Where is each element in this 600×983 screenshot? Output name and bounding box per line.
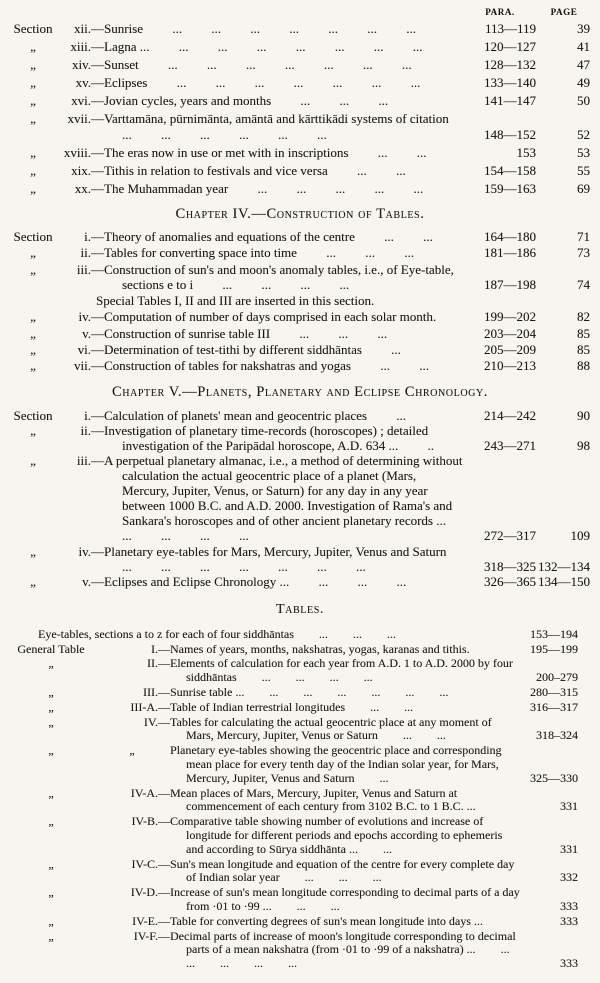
toc-row bbox=[8, 57, 592, 73]
table-row bbox=[8, 886, 592, 914]
section-number: iv.— bbox=[78, 543, 104, 559]
page-number: 74 bbox=[577, 276, 590, 292]
para-range: 113—119 bbox=[484, 21, 536, 36]
page-number: 85 bbox=[577, 342, 590, 358]
entry-title: Sun's mean longitude and equation of the centre for every complete day of Indian solar year bbox=[170, 856, 515, 885]
note-line: Special Tables I, II and III are inserted in this section. bbox=[96, 293, 375, 309]
page-number: 39 bbox=[577, 21, 590, 36]
section-number: i.— bbox=[84, 229, 104, 244]
page-range: 318–324 bbox=[536, 728, 578, 743]
entry-title: Jovian cycles, years and months bbox=[104, 93, 272, 108]
toc-row bbox=[8, 408, 592, 423]
toc-row bbox=[8, 309, 592, 324]
leader-dots: ... ... ... ... bbox=[122, 528, 249, 544]
entry-title: The eras now in use or met with in inscriptions bbox=[104, 145, 349, 160]
page-range: 325—330 bbox=[530, 770, 578, 785]
entry-title: Lagna ... bbox=[104, 39, 150, 54]
para-range: 153 bbox=[516, 145, 536, 160]
table-number: II.— bbox=[147, 656, 170, 671]
leader-dots: ... ... ... ... ... bbox=[228, 181, 424, 196]
ditto-mark: „ bbox=[48, 856, 54, 871]
leader-dots: ... ... ... ... ... ... ... bbox=[147, 75, 421, 90]
table-number: IV-B.— bbox=[131, 814, 170, 829]
entry-title: Elements of calculation for each year from A.D. 1 to A.D. 2000 by four siddhāntas bbox=[170, 656, 513, 685]
section-label: Section bbox=[13, 229, 53, 244]
chapter4-section-list bbox=[8, 229, 592, 374]
section-number: v.— bbox=[82, 325, 104, 341]
para-range: 128—132 bbox=[484, 57, 536, 72]
leader-dots: ... ... ... ... ... bbox=[186, 942, 510, 971]
table-number: IV-A.— bbox=[130, 785, 170, 800]
table-number: IV.— bbox=[143, 714, 170, 729]
page-number: 52 bbox=[577, 127, 590, 142]
ditto-mark: „ bbox=[30, 261, 36, 277]
entry-title: Decimal parts of increase of moon's longitude corresponding to decimal parts of a mean nakshatra (from ·01 to ·99 of a nakshatra) ... bbox=[170, 928, 516, 957]
table-number: I.— bbox=[151, 641, 170, 656]
entry-title: Tithis in relation to festivals and vice versa bbox=[104, 163, 328, 178]
ditto-mark: „ bbox=[48, 885, 54, 900]
section-number: ii.— bbox=[80, 245, 104, 261]
ditto-mark: „ bbox=[48, 714, 54, 729]
para-range: 141—147 bbox=[484, 93, 536, 108]
page-number: 53 bbox=[577, 145, 590, 160]
page-number: 71 bbox=[577, 229, 590, 244]
page-range: 280—315 bbox=[530, 684, 578, 699]
leader-dots: ... ... bbox=[350, 358, 429, 374]
page-number: 132—134 bbox=[538, 558, 590, 574]
ditto-mark: „ bbox=[30, 245, 36, 261]
leader-dots: ... bbox=[357, 841, 392, 856]
table-row bbox=[8, 686, 592, 700]
page-range: 332 bbox=[560, 870, 578, 885]
ditto-mark: „ bbox=[48, 684, 54, 699]
entry-title: Theory of anomalies and equations of the centre bbox=[104, 229, 355, 244]
para-range: 205—209 bbox=[484, 342, 536, 358]
ditto-mark: „ bbox=[30, 573, 36, 589]
table-row bbox=[8, 787, 592, 815]
ditto-mark: „ bbox=[30, 57, 36, 72]
page-range: 333 bbox=[560, 913, 578, 928]
table-number: IV-C.— bbox=[131, 856, 170, 871]
section-number: iii.— bbox=[76, 261, 104, 277]
ditto-mark: „ bbox=[30, 93, 36, 108]
leader-dots: ... ... bbox=[271, 898, 340, 913]
entry-title: Names of years, months, nakshatras, yogas, karanas and tithis. bbox=[170, 641, 470, 656]
page-column-label: PAGE bbox=[550, 7, 578, 17]
toc-row bbox=[8, 262, 592, 293]
entry-title: Construction of sun's and moon's anomaly tables, i.e., of Eye-table, sections e to i bbox=[104, 261, 454, 292]
toc-row bbox=[8, 423, 592, 453]
table-row bbox=[8, 701, 592, 715]
page-range: 333 bbox=[560, 956, 578, 971]
ditto-mark: „ bbox=[48, 656, 54, 671]
leader-dots: ... ... ... bbox=[293, 626, 396, 641]
toc-row bbox=[8, 453, 592, 544]
section-number: xvii.— bbox=[67, 111, 104, 126]
ditto-mark: „ bbox=[48, 743, 54, 758]
ditto-mark: „ bbox=[30, 111, 36, 126]
entry-title: Investigation of planetary time-records (horoscopes) ; detailed investigation of the Paripādal horoscope, A.D. 634 ... bbox=[104, 422, 429, 453]
leader-dots: ... ... ... ... ... ... ... bbox=[138, 57, 412, 72]
para-range: 148—152 bbox=[484, 127, 536, 142]
toc-row bbox=[8, 358, 592, 373]
leader-dots: ... ... ... bbox=[279, 870, 382, 885]
toc-row bbox=[8, 39, 592, 55]
leader-dots: ... bbox=[366, 407, 406, 423]
entry-title: Tables for calculating the actual geocentric place at any moment of Mars, Mercury, Jupiter, Venus or Saturn bbox=[170, 714, 492, 743]
ditto-mark: „ bbox=[30, 181, 36, 196]
page-range: 200–279 bbox=[536, 670, 578, 685]
entry-title: Table for converting degrees of sun's mean longitude into days ... bbox=[170, 913, 483, 928]
entry-title: Tables for converting space into time bbox=[104, 245, 297, 261]
leader-dots: .. bbox=[398, 437, 434, 453]
ditto-mark: „ bbox=[30, 309, 36, 325]
entry-title: Sunset bbox=[104, 57, 139, 72]
section-number: i.— bbox=[84, 407, 104, 423]
table-row bbox=[8, 643, 592, 657]
section-number: xv.— bbox=[75, 75, 104, 90]
para-range: 326—365 bbox=[484, 573, 536, 589]
section-number: xviii.— bbox=[63, 145, 104, 160]
para-range: 199—202 bbox=[484, 309, 536, 325]
toc-row bbox=[8, 111, 592, 143]
para-range: 133—140 bbox=[484, 75, 536, 90]
toc-row bbox=[8, 145, 592, 161]
column-headers bbox=[8, 7, 592, 17]
table-number: IV-D.— bbox=[130, 885, 170, 900]
ditto-mark: „ bbox=[30, 452, 36, 468]
para-range: 203—204 bbox=[484, 325, 536, 341]
table-row bbox=[8, 930, 592, 971]
page-range: 331 bbox=[560, 841, 578, 856]
page-number: 98 bbox=[577, 437, 590, 453]
section-number: vi.— bbox=[77, 342, 104, 358]
page-number: 90 bbox=[577, 407, 590, 423]
entry-title: Construction of sunrise table III bbox=[104, 325, 271, 341]
entry-title: Varttamāna, pūrnimānta, amāntā and kārttikādi systems of citation bbox=[104, 111, 449, 126]
table-row bbox=[8, 815, 592, 856]
para-range: 318—325 bbox=[484, 558, 536, 574]
para-range: 164—180 bbox=[484, 229, 536, 244]
entry-title: Eye-tables, sections a to z for each of four siddhāntas bbox=[38, 626, 294, 641]
leader-dots: ... bbox=[354, 770, 389, 785]
section-number: xx.— bbox=[74, 181, 104, 196]
entry-title: Increase of sun's mean longitude corresponding to decimal parts of a day from ·01 to ·99 ... bbox=[170, 885, 520, 913]
ditto-mark: „ bbox=[30, 358, 36, 374]
ditto-mark: „ bbox=[30, 422, 36, 438]
leader-dots: ... ... bbox=[348, 145, 427, 160]
leader-dots: ... ... bbox=[345, 699, 414, 714]
section-number: v.— bbox=[82, 573, 104, 589]
para-range: 120—127 bbox=[484, 39, 536, 54]
toc-row bbox=[8, 342, 592, 357]
page-number: 134—150 bbox=[538, 573, 590, 589]
page-number: 109 bbox=[570, 528, 590, 544]
leader-dots: ... ... ... ... ... ... bbox=[244, 684, 449, 699]
section-number: iv.— bbox=[78, 309, 104, 325]
ditto-mark: „ bbox=[30, 342, 36, 358]
entry-title: Comparative table showing number of evolutions and increase of longitude for different periods and epochs according to ephemeris and according to Sūrya siddhānta ... bbox=[170, 814, 503, 856]
chapter-4-heading: Chapter IV.—Construction of Tables. bbox=[175, 206, 425, 222]
entry-title: Mean places of Mars, Mercury, Jupiter, Venus and Saturn at commencement of each century from 3102 B.C. to 1 B.C. ... bbox=[170, 785, 476, 814]
entry-title: Determination of test-tithi by different siddhāntas bbox=[104, 342, 362, 358]
tables-list bbox=[8, 628, 592, 971]
section-label: Section bbox=[13, 21, 53, 36]
entry-title: Table of Indian terrestrial longitudes bbox=[170, 699, 346, 714]
toc-row bbox=[8, 229, 592, 244]
page-range: 153—194 bbox=[530, 626, 578, 641]
page-number: 69 bbox=[577, 181, 590, 196]
ditto-mark: „ bbox=[129, 743, 135, 758]
section-number: xvi.— bbox=[71, 93, 104, 108]
chapter3-section-list bbox=[8, 21, 592, 197]
para-range: 272—317 bbox=[484, 528, 536, 544]
leader-dots: ... bbox=[361, 342, 401, 358]
table-row bbox=[8, 915, 592, 929]
ditto-mark: „ bbox=[30, 75, 36, 90]
table-number: IV-E.— bbox=[132, 913, 170, 928]
page-number: 82 bbox=[577, 309, 590, 325]
page-range: 316—317 bbox=[530, 699, 578, 714]
toc-row bbox=[8, 181, 592, 197]
toc-row bbox=[8, 75, 592, 91]
page-range: 331 bbox=[560, 799, 578, 814]
entry-title: Planetary eye-tables showing the geocentric place and corresponding mean place for every tenth day of the Indian solar year, for Mars, Mercury, Jupiter, Venus and Saturn bbox=[170, 743, 502, 785]
toc-row bbox=[8, 544, 592, 574]
toc-row bbox=[8, 245, 592, 260]
leader-dots: ... ... ... ... bbox=[236, 670, 373, 685]
entry-title: The Muhammadan year bbox=[104, 181, 229, 196]
table-number: III.— bbox=[143, 684, 170, 699]
leader-dots: ... ... ... bbox=[271, 93, 389, 108]
ditto-mark: „ bbox=[30, 145, 36, 160]
entry-title: Calculation of planets' mean and geocentric places bbox=[104, 407, 367, 423]
entry-title: Computation of number of days comprised in each solar month. bbox=[104, 309, 437, 325]
para-range: 159—163 bbox=[484, 181, 536, 196]
table-row bbox=[8, 716, 592, 744]
page-number: 73 bbox=[577, 245, 590, 261]
entry-title: Eclipses and Eclipse Chronology ... bbox=[104, 573, 290, 589]
leader-dots: ... ... bbox=[377, 728, 446, 743]
entry-title: Sunrise table ... bbox=[170, 684, 245, 699]
leader-dots: ... ... ... ... ... ... ... bbox=[143, 21, 416, 36]
para-range: 181—186 bbox=[484, 245, 536, 261]
page-number: 49 bbox=[577, 75, 590, 90]
leader-dots: ... ... bbox=[327, 163, 406, 178]
table-number: III-A.— bbox=[130, 699, 170, 714]
section-number: vii.— bbox=[74, 358, 104, 374]
para-range: 210—213 bbox=[484, 358, 536, 374]
chapter5-section-list bbox=[8, 408, 592, 589]
section-label: Section bbox=[13, 407, 53, 423]
para-range: 154—158 bbox=[484, 163, 536, 178]
leader-dots: ... ... ... ... ... ... ... bbox=[149, 39, 423, 54]
leader-dots: ... ... ... bbox=[270, 325, 388, 341]
section-number: xii.— bbox=[74, 21, 104, 36]
page-number: 50 bbox=[577, 93, 590, 108]
page-number: 55 bbox=[577, 163, 590, 178]
section-number: xiv.— bbox=[71, 57, 104, 72]
chapter-5-heading: Chapter V.—Planets, Planetary and Eclipse Chronology. bbox=[111, 383, 489, 400]
para-range: 214—242 bbox=[484, 407, 536, 423]
ditto-mark: „ bbox=[30, 39, 36, 54]
section-number: ii.— bbox=[80, 422, 104, 438]
leader-dots: ... ... ... bbox=[296, 245, 414, 261]
ditto-mark: „ bbox=[48, 913, 54, 928]
section-number: iii.— bbox=[76, 452, 104, 468]
ditto-mark: „ bbox=[48, 699, 54, 714]
table-row bbox=[8, 744, 592, 785]
page-range: 195—199 bbox=[530, 641, 578, 656]
page-number: 41 bbox=[577, 39, 590, 54]
toc-row bbox=[8, 574, 592, 589]
page-range: 333 bbox=[560, 898, 578, 913]
ditto-mark: „ bbox=[30, 163, 36, 178]
leader-dots: ... ... ... ... ... ... bbox=[122, 127, 327, 142]
entry-title: A perpetual planetary almanac, i.e., a method of determining without calculation the actual geocentric place of a planet (Mars, Mercury, Jupiter, Venus, or Saturn) for any day in any year between 1000 B.C. and A.D. 2000. Investigation of Rama's and Sankara's horoscopes and of other ancient planetary records ... bbox=[104, 452, 463, 529]
para-range: 187—198 bbox=[484, 276, 536, 292]
leader-dots: ... ... ... ... bbox=[193, 276, 350, 292]
table-number: IV-F.— bbox=[133, 928, 170, 943]
page-number: 47 bbox=[577, 57, 590, 72]
leader-dots: ... ... ... bbox=[289, 573, 407, 589]
entry-title: Construction of tables for nakshatras and yogas bbox=[104, 358, 351, 374]
section-number: xix.— bbox=[71, 163, 104, 178]
table-row bbox=[8, 628, 592, 642]
table-row bbox=[8, 657, 592, 685]
leader-dots: ... ... bbox=[354, 229, 433, 244]
para-range: 243—271 bbox=[484, 437, 536, 453]
leader-dots: ... ... ... ... ... ... ... bbox=[122, 558, 366, 574]
table-row bbox=[8, 858, 592, 886]
table-label: General Table bbox=[17, 641, 85, 656]
toc-row bbox=[8, 163, 592, 179]
toc-row bbox=[8, 21, 592, 37]
para-column-label: PARA. bbox=[485, 7, 515, 17]
page-number: 88 bbox=[577, 358, 590, 374]
entry-title: Sunrise bbox=[104, 21, 143, 36]
entry-title: Planetary eye-tables for Mars, Mercury, Jupiter, Venus and Saturn bbox=[104, 543, 447, 559]
entry-title: Eclipses bbox=[104, 75, 148, 90]
ditto-mark: „ bbox=[48, 785, 54, 800]
ditto-mark: „ bbox=[30, 543, 36, 559]
toc-row bbox=[8, 93, 592, 109]
ditto-mark: „ bbox=[30, 325, 36, 341]
ditto-mark: „ bbox=[48, 928, 54, 943]
ditto-mark: „ bbox=[48, 814, 54, 829]
toc-row bbox=[8, 326, 592, 341]
tables-heading: Tables. bbox=[276, 601, 324, 617]
section-number: xiii.— bbox=[70, 39, 104, 54]
page-number: 85 bbox=[577, 325, 590, 341]
